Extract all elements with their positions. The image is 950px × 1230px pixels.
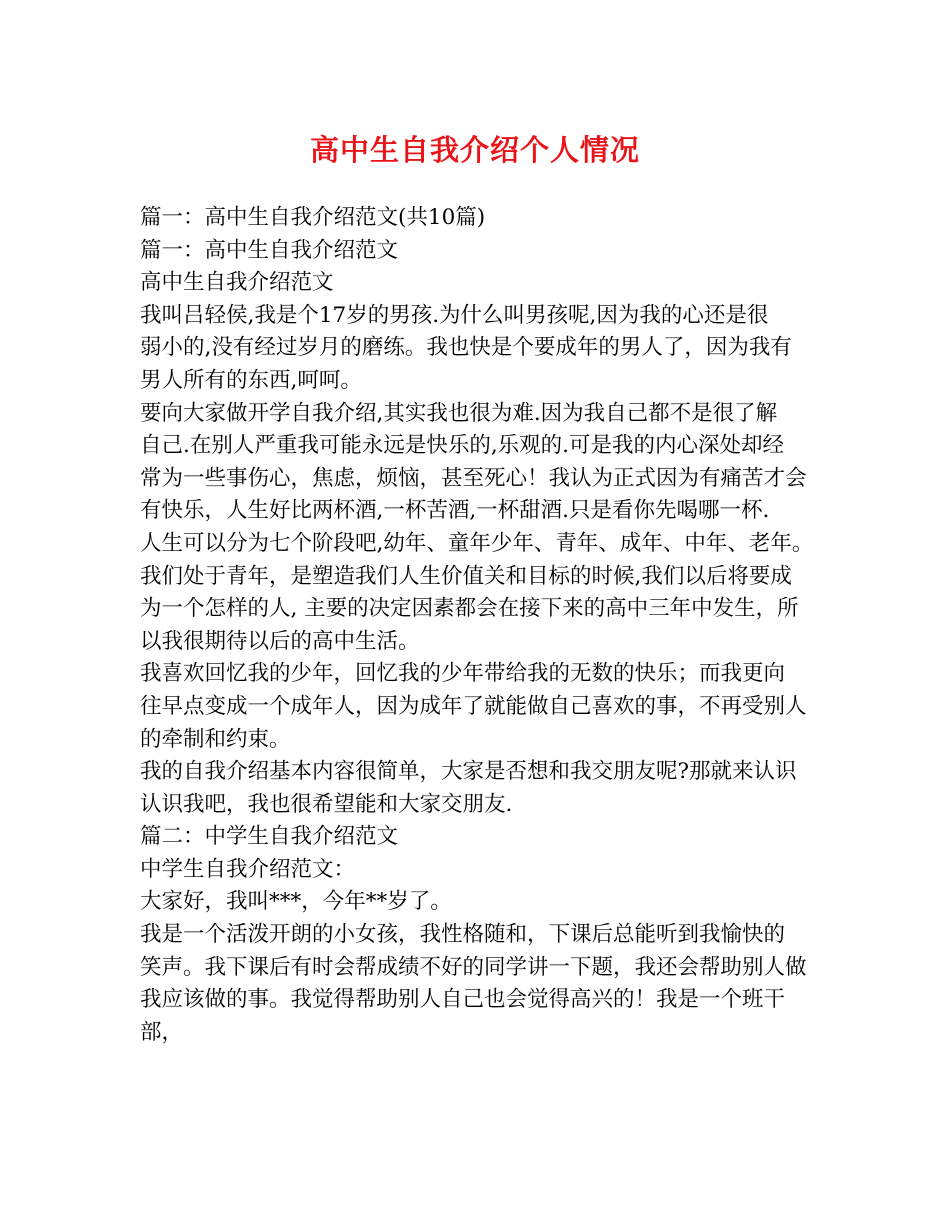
text-line: 篇二：中学生自我介绍范文 <box>140 824 399 850</box>
text-line: 认识我吧，我也很希望能和大家交朋友. <box>140 791 513 817</box>
text-line: 弱小的,没有经过岁月的磨练。我也快是个要成年的男人了，因为我有 <box>140 335 792 361</box>
text-line: 我的自我介绍基本内容很简单，大家是否想和我交朋友呢?那就来认识 <box>140 759 797 785</box>
text-line: 篇一：高中生自我介绍范文(共10篇) <box>140 205 486 230</box>
text-line: 我喜欢回忆我的少年，回忆我的少年带给我的无数的快乐；而我更向 <box>140 661 786 687</box>
text-line: 人生可以分为七个阶段吧,幼年、童年少年、青年、成年、中年、老年。 <box>140 530 814 556</box>
text-line: 笑声。我下课后有时会帮成绩不好的同学讲一下题，我还会帮助别人做 <box>140 954 807 980</box>
text-line: 自己.在别人严重我可能永远是快乐的,乐观的.可是我的内心深处却经 <box>140 433 785 459</box>
text-line: 我叫吕轻侯,我是个17岁的男孩.为什么叫男孩呢,因为我的心还是很 <box>140 302 769 328</box>
text-line: 篇一：高中生自我介绍范文 <box>140 237 399 263</box>
text-line: 的牵制和约束。 <box>140 726 291 752</box>
text-line: 我是一个活泼开朗的小女孩，我性格随和，下课后总能听到我愉快的 <box>140 922 786 948</box>
text-line: 以我很期待以后的高中生活。 <box>140 628 420 654</box>
text-line: 要向大家做开学自我介绍,其实我也很为难.因为我自己都不是很了解 <box>140 400 778 426</box>
text-line: 常为一些事伤心，焦虑，烦恼，甚至死心！我认为正式因为有痛苦才会 <box>140 465 807 491</box>
text-line: 男人所有的东西,呵呵。 <box>140 367 362 393</box>
text-line: 我们处于青年，是塑造我们人生价值关和目标的时候,我们以后将要成 <box>140 563 792 589</box>
text-line: 大家好，我叫***，今年**岁了。 <box>140 889 452 915</box>
text-line: 为一个怎样的人, 主要的决定因素都会在接下来的高中三年中发生，所 <box>140 596 799 622</box>
text-line: 有快乐，人生好比两杯酒,一杯苦酒,一杯甜酒.只是看你先喝哪一杯. <box>140 498 770 524</box>
text-line: 高中生自我介绍范文 <box>140 270 334 296</box>
text-line: 中学生自我介绍范文： <box>140 856 356 882</box>
text-line: 我应该做的事。我觉得帮助别人自己也会觉得高兴的！我是一个班干部， <box>140 987 786 1045</box>
document-body <box>140 202 822 1049</box>
text-line: 往早点变成一个成年人，因为成年了就能做自己喜欢的事，不再受别人 <box>140 693 807 719</box>
document-title: 高中生自我介绍个人情况 <box>309 133 640 167</box>
